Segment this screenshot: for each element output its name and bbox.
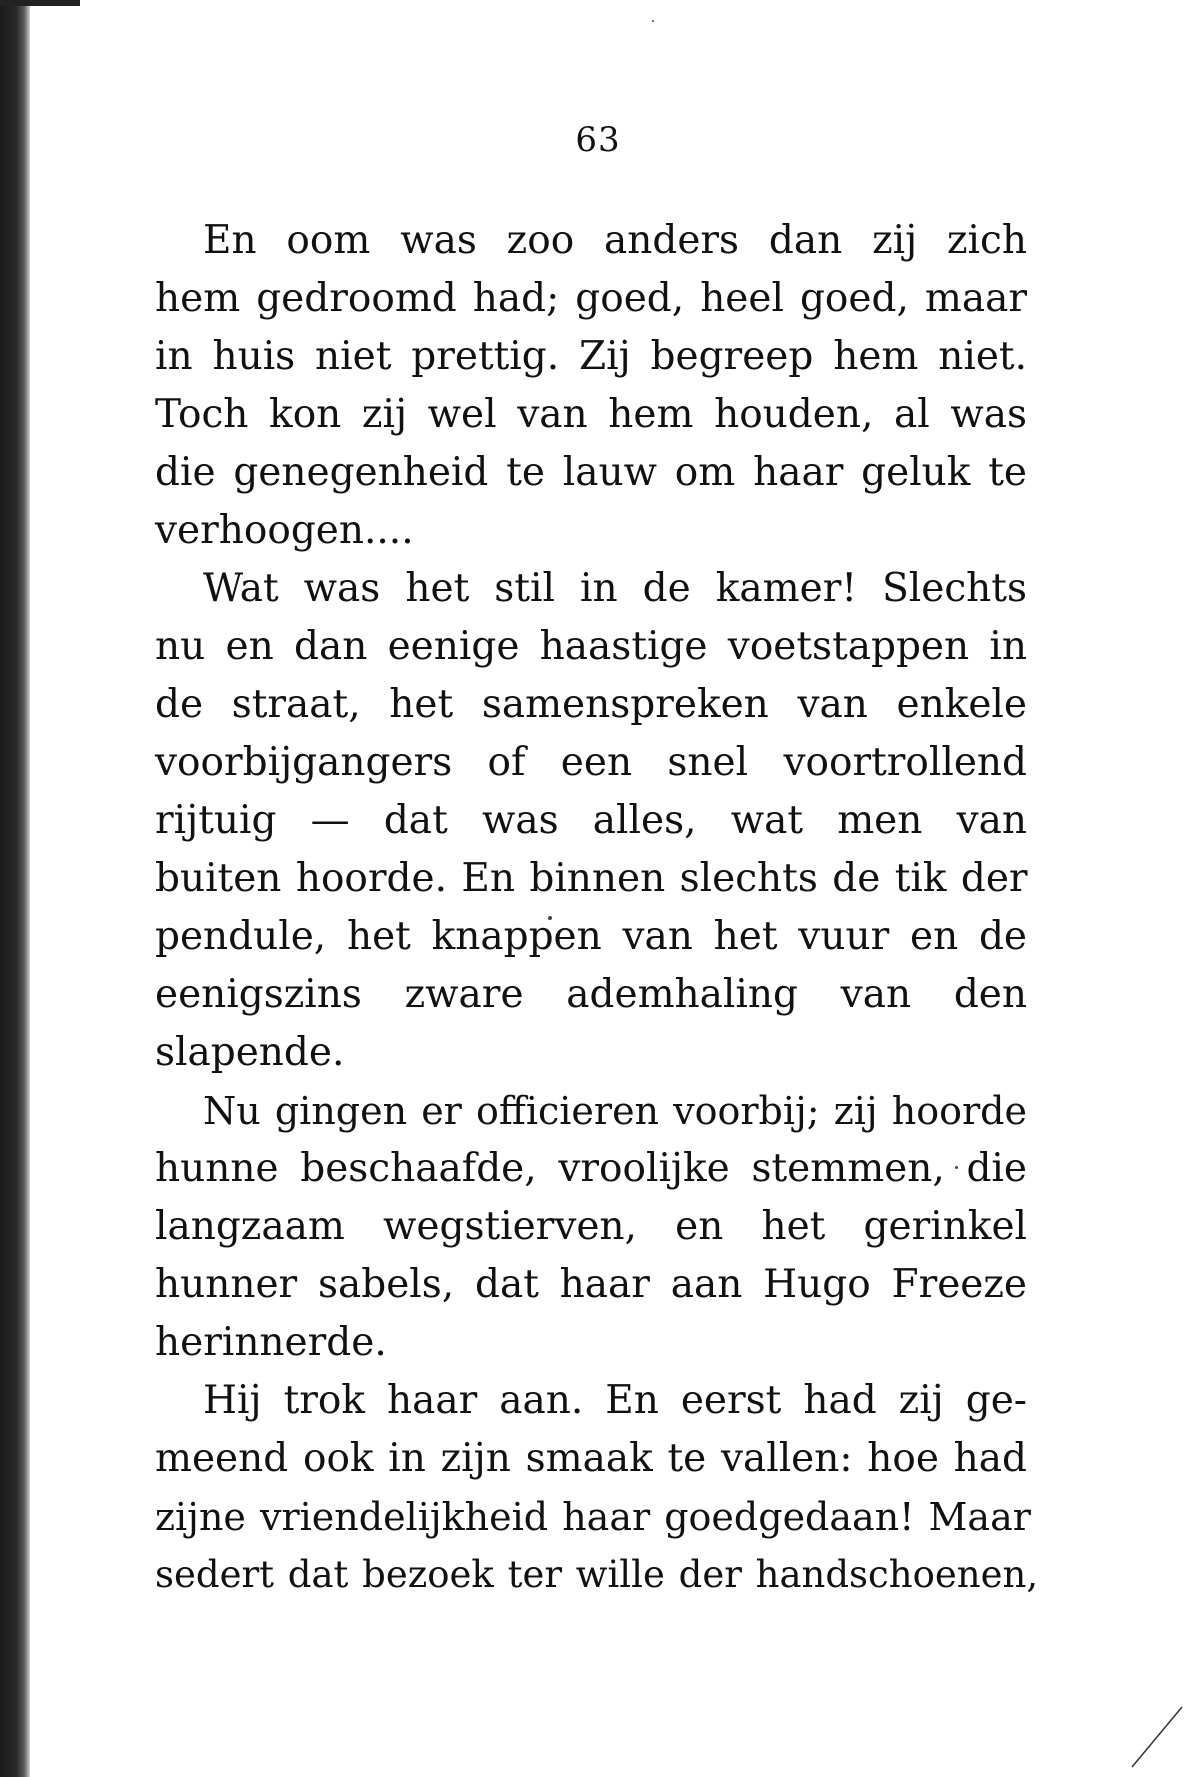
page-number: 63	[575, 120, 621, 160]
paragraph	[155, 560, 1027, 1082]
text-line: slapende.	[155, 1030, 345, 1075]
text-line: pendule, het knappen van het vuur en de	[155, 914, 1027, 959]
text-line: de straat, het samenspreken van enkele	[155, 682, 1027, 727]
text-line: hem gedroomd had; goed, heel goed, maar	[155, 276, 1027, 321]
text-line: voorbijgangers of een snel voortrollend	[155, 740, 1027, 785]
text-line: hunne beschaafde, vroolijke stemmen, die	[155, 1146, 1027, 1191]
paragraph	[155, 212, 1027, 560]
text-line: herinnerde.	[155, 1320, 387, 1365]
text-line: die genegenheid te lauw om haar geluk te	[155, 450, 1027, 495]
body-text	[155, 212, 1039, 1604]
text-line: Wat was het stil in de kamer! Slechts	[203, 566, 1027, 611]
text-line: buiten hoorde. En binnen slechts de tik der	[155, 856, 1028, 901]
text-line: nu en dan eenige haastige voetstappen in	[155, 624, 1027, 669]
paragraph	[155, 1082, 1027, 1372]
text-line: in huis niet prettig. Zij begreep hem niet.	[155, 334, 1027, 379]
text-line: verhoogen....	[155, 508, 414, 553]
binding-edge	[0, 0, 30, 1777]
paragraph	[155, 1372, 1039, 1604]
text-line: hunner sabels, dat haar aan Hugo Freeze	[155, 1262, 1027, 1307]
binding-top-mark	[0, 0, 80, 6]
corner-scratch	[1126, 1701, 1186, 1771]
ink-speck	[652, 20, 654, 22]
text-line: meend ook in zijn smaak te vallen: hoe had	[155, 1436, 1027, 1481]
text-line: eenigszins zware ademhaling van den	[155, 972, 1027, 1017]
text-line: Hij trok haar aan. En eerst had zij ge-	[203, 1378, 1027, 1423]
text-line: zijne vriendelijkheid haar goedgedaan! Maar	[155, 1495, 1031, 1539]
text-line: sedert dat bezoek ter wille der handschoenen,	[155, 1553, 1039, 1596]
text-line: Nu gingen er officieren voorbij; zij hoorde	[203, 1089, 1027, 1133]
text-line: rijtuig — dat was alles, wat men van	[155, 798, 1027, 843]
text-line: Toch kon zij wel van hem houden, al was	[155, 392, 1027, 437]
text-line: langzaam wegstierven, en het gerinkel	[155, 1204, 1027, 1249]
text-line: En oom was zoo anders dan zij zich	[203, 218, 1027, 263]
